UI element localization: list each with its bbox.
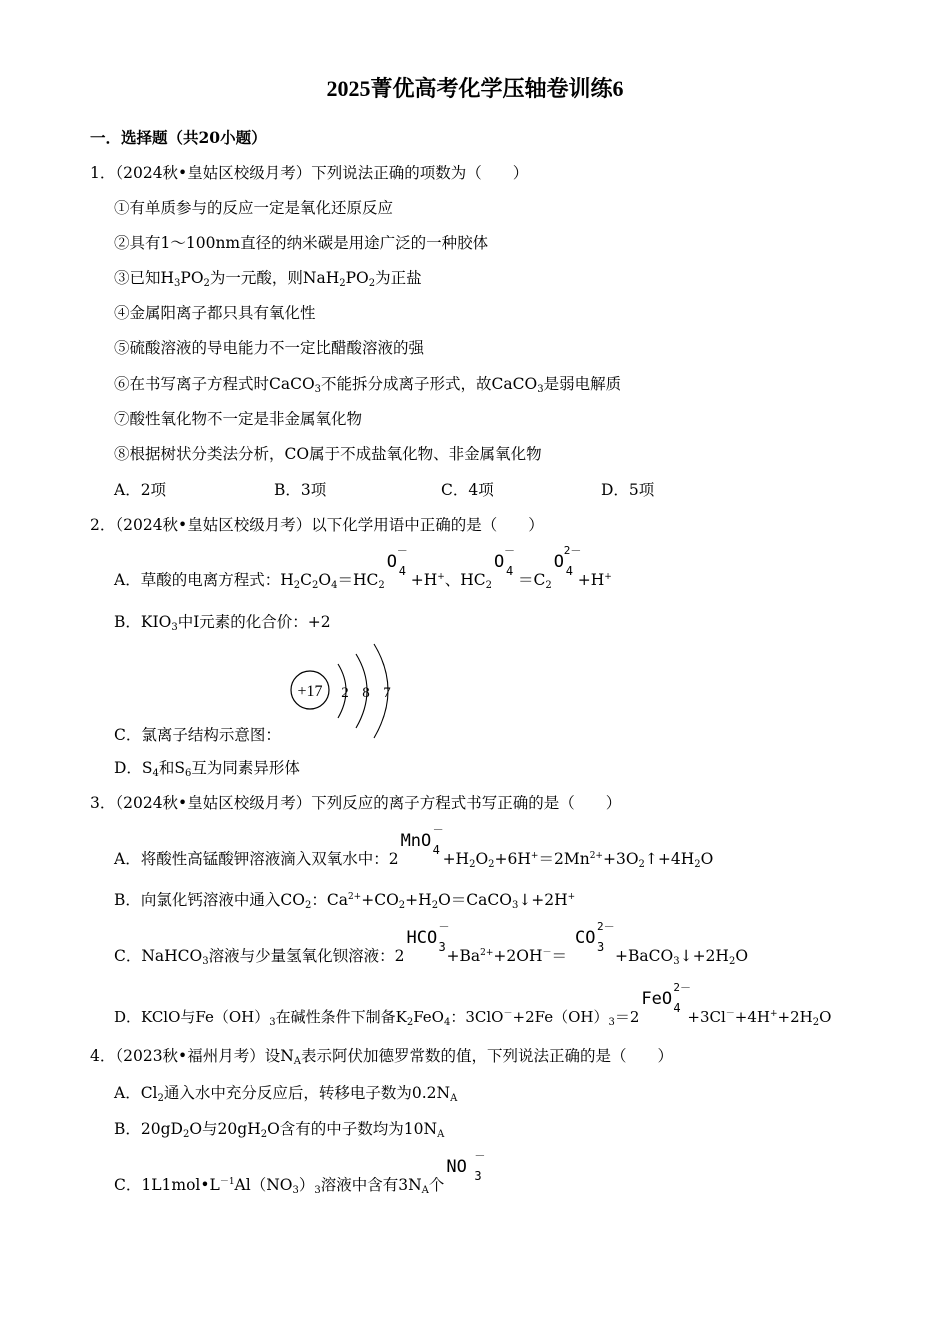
q3-option-b: B．向氯化钙溶液中通入$CO_2$：$Ca^{2+}+CO_2+H_2O=CaCO_3↓+2H^+$ bbox=[114, 891, 576, 911]
q1-statement-3: ③已知$H_3PO_2$为一元酸，则$NaH_2PO_2$为正盐 bbox=[114, 269, 422, 289]
page-title: 2025菁优高考化学压轴卷训练6 bbox=[326, 76, 624, 101]
question-3-stem: 3．（2024秋•皇姑区校级月考）下列反应的离子方程式书写正确的是（ ） bbox=[90, 794, 622, 812]
section-heading: 一．选择题（共20小题） bbox=[90, 128, 267, 147]
q4-option-a: A．$Cl_2$通入水中充分反应后，转移电子数为$0.2N_A$ bbox=[114, 1084, 458, 1104]
q2-option-d: D．$S_4$和$S_6$互为同素异形体 bbox=[114, 759, 300, 779]
question-1-stem: 1．（2024秋•皇姑区校级月考）下列说法正确的项数为（ ） bbox=[90, 164, 529, 182]
nucleus-charge: +17 bbox=[297, 683, 323, 700]
shell-electrons: 2 bbox=[341, 685, 349, 701]
q1-option-b: B．3项 bbox=[274, 481, 327, 499]
chloride-ion-structure-diagram bbox=[286, 642, 406, 742]
q2-option-a: A．草酸的电离方程式：$H_2C_2O_4=HC_2$ O 4 － +H+、$HC_2$ O 4 － $=C_2$ O 4 2－ +H+ bbox=[114, 544, 612, 591]
q1-statement-8: ⑧根据树状分类法分析，CO属于不成盐氧化物、非金属氧化物 bbox=[114, 445, 542, 463]
q1-statement-5: ⑤硫酸溶液的导电能力不一定比醋酸溶液的强 bbox=[114, 339, 425, 357]
shell-electrons: 8 bbox=[362, 685, 370, 701]
q1-statement-6: ⑥在书写离子方程式时CaCO$_3$不能拆分成离子形式，故CaCO$_3$是弱电解质 bbox=[114, 375, 622, 395]
q4-option-c: C．$1L1mol•L^{-1}Al(NO_3)_3$溶液中含有$3N_A$个 NO 3 － bbox=[114, 1149, 486, 1196]
question-4-stem: 4．（2023秋•福州月考）设$N_A$表示阿伏加德罗常数的值，下列说法正确的是（ ） bbox=[90, 1047, 674, 1067]
q2-option-b: B．$KIO_3$中I元素的化合价：+2 bbox=[114, 613, 331, 633]
q1-option-a: A．2项 bbox=[114, 481, 167, 499]
q1-statement-2: ②具有1～100nm直径的纳米碳是用途广泛的一种胶体 bbox=[114, 234, 489, 252]
q1-option-d: D．5项 bbox=[601, 481, 655, 499]
question-2-stem: 2．（2024秋•皇姑区校级月考）以下化学用语中正确的是（ ） bbox=[90, 516, 544, 534]
q3-option-d: D．KClO与$Fe(OH)_3$在碱性条件下制备$K_2FeO_4$：$3ClO^-+2Fe(OH)_3=2$ FeO 4 2－ $+3Cl^-+4H^++2H_2O$ bbox=[114, 981, 832, 1028]
q4-option-b: B．$20gD_2O$与$20gH_2O$含有的中子数均为$10N_A$ bbox=[114, 1120, 445, 1140]
q3-option-c: C．NaHCO$_3$溶液与少量氢氧化钡溶液：2 HCO 3 － $+Ba^{2+}+2OH^-=$ CO 3 2－ $+BaCO_3↓+2H_2O$ bbox=[114, 920, 749, 967]
q3-option-a: A．将酸性高锰酸钾溶液滴入双氧水中：2 MnO 4 － $+H_2O_2+6H^+=2Mn^{2+}+3O_2↑+4H_2O$ bbox=[114, 823, 714, 870]
q1-statement-1: ①有单质参与的反应一定是氧化还原反应 bbox=[114, 199, 394, 217]
shell-electrons: 7 bbox=[383, 685, 391, 701]
q1-statement-7: ⑦酸性氧化物不一定是非金属氧化物 bbox=[114, 410, 363, 428]
q1-option-c: C．4项 bbox=[441, 481, 494, 499]
q1-statement-4: ④金属阳离子都只具有氧化性 bbox=[114, 304, 316, 322]
q2-option-c: C．氯离子结构示意图： bbox=[114, 726, 281, 744]
